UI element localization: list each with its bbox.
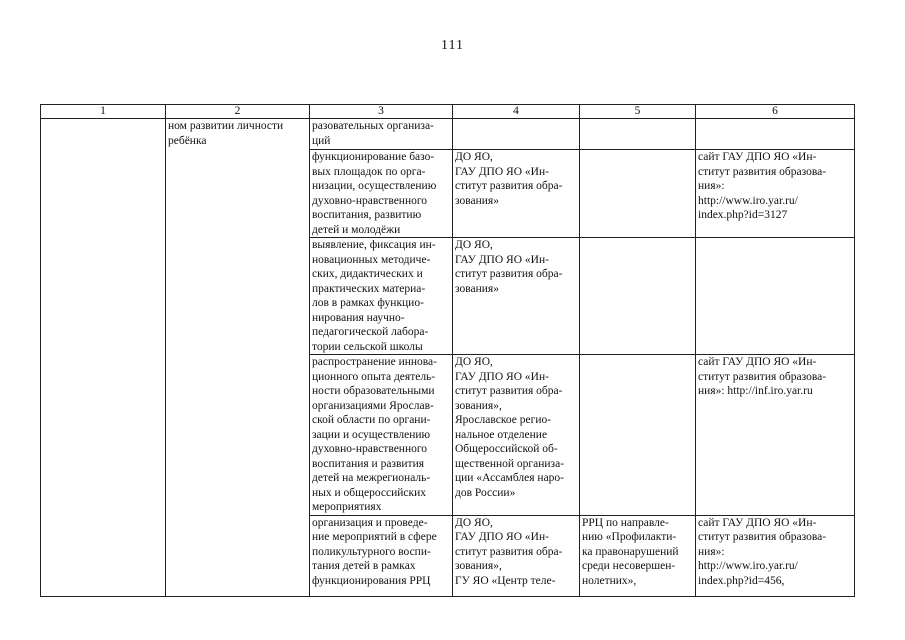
table-cell-col5 [580,150,696,238]
column-header: 2 [166,105,310,119]
table-cell-activity: разовательных организа- ций [310,119,453,150]
page-number: 111 [441,38,464,53]
table-cell-col1 [41,119,166,597]
column-header: 6 [696,105,855,119]
table-cell-source [696,119,855,150]
table-cell-source: сайт ГАУ ДПО ЯО «Ин- ститут развития образова- ния»: http://inf.iro.yar.ru [696,355,855,516]
table-cell-col5 [580,119,696,150]
table-cell-executor [453,119,580,150]
column-header: 1 [41,105,166,119]
table-cell-col2: ном развитии личности ребёнка [166,119,310,597]
table-header-row [41,105,855,119]
table-cell-executor: ДО ЯО, ГАУ ДПО ЯО «Ин- ститут развития обра- зования», ГУ ЯО «Центр теле- [453,515,580,596]
column-header: 5 [580,105,696,119]
table-cell-activity: функционирование базо- вых площадок по орга- низации, осуществлению духовно-нравственного воспитания, развитию детей и молодёжи [310,150,453,238]
table-cell-col5 [580,355,696,516]
table-cell-activity: организация и проведе- ние мероприятий в сфере поликультурного воспи- тания детей в рамках функционирования РРЦ [310,515,453,596]
table-cell-executor: ДО ЯО, ГАУ ДПО ЯО «Ин- ститут развития обра- зования» [453,238,580,355]
column-header: 3 [310,105,453,119]
document-table [40,104,855,597]
table-cell-executor: ДО ЯО, ГАУ ДПО ЯО «Ин- ститут развития обра- зования», Ярославское регио- нальное отделение Общероссийской об- щественной организа- ции «Ассамблея наро- дов России» [453,355,580,516]
table-row [41,119,855,150]
table-cell-executor: ДО ЯО, ГАУ ДПО ЯО «Ин- ститут развития обра- зования» [453,150,580,238]
table-cell-col5: РРЦ по направле- нию «Профилакти- ка правонарушений среди несовершен- нолетних», [580,515,696,596]
table-cell-activity: выявление, фиксация ин- новационных методиче- ских, дидактических и практических материа- лов в рамках функцио- нирования научно- педагогической лабора- тории сельской школы [310,238,453,355]
table-cell-source: сайт ГАУ ДПО ЯО «Ин- ститут развития образова- ния»: http://www.iro.yar.ru/ index.php?id=456, [696,515,855,596]
table-cell-source [696,238,855,355]
table-cell-col5 [580,238,696,355]
column-header: 4 [453,105,580,119]
table-cell-source: сайт ГАУ ДПО ЯО «Ин- ститут развития образова- ния»: http://www.iro.yar.ru/ index.php?id=3127 [696,150,855,238]
table-cell-activity: распространение иннова- ционного опыта деятель- ности образовательными организациями Ярослав- ской области по органи- зации и осуществлению духовно-нравственного воспитания и развития детей на межрегиональ- ных и общероссийских мероприятиях [310,355,453,516]
